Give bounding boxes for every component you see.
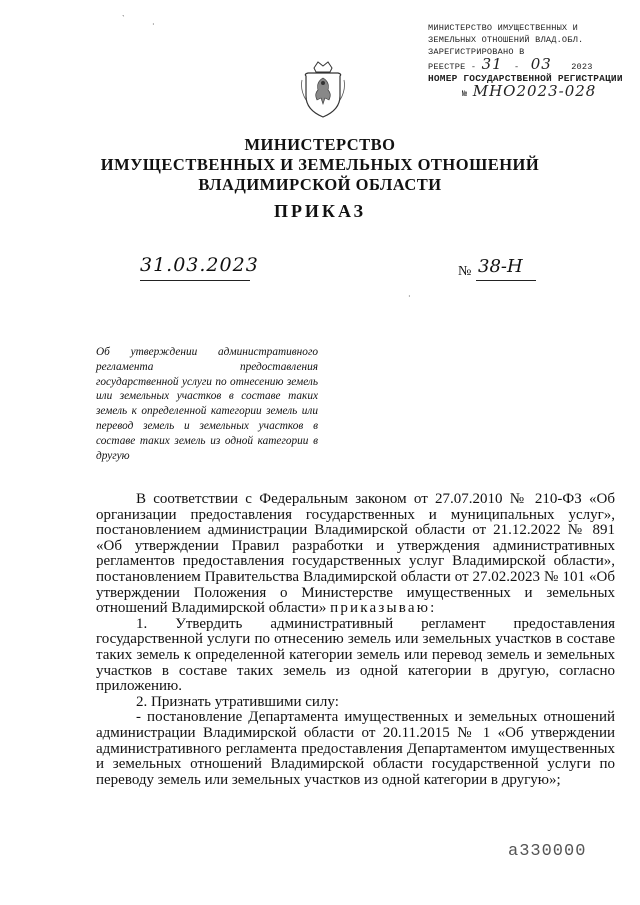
stamp-number-prefix: № [462,89,468,99]
body-paragraph-1-text: В соответствии с Федеральным законом от 27.07.2010 № 210-ФЗ «Об организации предоставления государственных и муниципальных услуг», постановлением администрации Владимирской области от 21.12.2022 № 891 «Об утверждении Правил разработки и утверждения административных регламентов предоставления государственных услуг Владимирской области», постановлением Правительства Владимирской области от 27.02.2023 № 101 «Об утверждении Положения о Министерстве имущественных и земельных отношений Владимирской области» [96,491,615,617]
body-paragraph-2: 1. Утвердить административный регламент предоставления государственной услуги по отнесению земель или земельных участков в составе таких земель к определенной категории земель или перевод земель и земельных участков в составе таких земель из одной категории в другую, согласно приложению. [96,615,615,695]
registration-stamp [428,22,628,100]
order-number-label: № [458,264,472,279]
ministry-line-2: ИМУЩЕСТВЕННЫХ И ЗЕМЕЛЬНЫХ ОТНОШЕНИЙ [100,155,540,174]
order-subject: Об утверждении административного регламента предоставления государственной услуги по отнесению земель или земельных участков в составе таких земель к определенной категории земель или перевод земель и земельных участков в составе таких земель из одной категории в другую [96,346,318,462]
stamp-line-1: МИНИСТЕРСТВО ИМУЩЕСТВЕННЫХ И [428,23,578,33]
ministry-line-3: ВЛАДИМИРСКОЙ ОБЛАСТИ [198,175,442,194]
order-directive: приказываю: [330,600,437,617]
body-paragraph-4: - постановление Департамента имущественных и земельных отношений администрации Владимирской области от 20.11.2015 № 1 «Об утверждении административного регламента предоставления Департаментом имущественных и земельных отношений Владимирской области государственной услуги по переводу земель или земельных участков из одной категории в другую»; [96,709,615,788]
stamp-line-5: НОМЕР ГОСУДАРСТВЕННОЙ РЕГИСТРАЦИИ [428,73,623,84]
stamp-registration-number: MHO2023-028 [472,82,597,100]
order-date: 31.03.2023 [140,254,259,276]
stamp-registry-year: 2023 [571,62,593,72]
stamp-registry-prefix: РЕЕСТРЕ - [428,62,477,72]
order-title: ПРИКАЗ [273,201,367,221]
stamp-registry-month: 03 [530,55,552,73]
order-body [96,492,615,788]
document-serial-mark: a330000 [508,842,587,861]
document-page: МИНИСТЕРСТВО ИМУЩЕСТВЕННЫХ И ЗЕМЕЛЬНЫХ ОТНОШЕНИЙ ВЛАД.ОБЛ. ЗАРЕГИСТРИРОВАНО В РЕЕСТРЕ - 31 - 03 2023 НОМЕР ГОСУДАРСТВЕННОЙ РЕГИСТРАЦИИ № MHO2023-028 МИНИСТЕРСТВО ИМУЩЕСТВЕННЫХ И ЗЕМЕЛЬНЫХ ОТНОШЕНИЙ ВЛАДИМИРСКОЙ ОБЛАСТИ ПРИКАЗ 31.03.2023 № 38-Н ` · · Об утверждении административного регламента предоставления государственной услуги по отнесению земель или земельных участков в составе таких земель к определенной категории земель или перевод земель и земельных участков в составе таких земель из одной категории в другую В соответствии с Федеральным законом от 27.07.2010 № 210-ФЗ «Об организации предоставления государственных и муниципальных услуг», постановлением администрации Владимирской области от 21.12.2022 № 891 «Об утверждении Правил разработки и утверждения административных регламентов предоставления государственных услуг Владимирской области», постановлением Правительства Владимирской области от 27.02.2023 № 101 «Об утверждении Положения о Министерстве имущественных и земельных отношений Владимирской области» приказываю: 1. Утвердить административный регламент предоставления государственной услуги по отнесению земель или земельных участков в составе таких земель к определенной категории земель или перевод земель и земельных участков в составе таких земель из одной категории в другую, согласно приложению. 2. Признать утратившими силу: - постановление Департамента имущественных и земельных отношений администрации Владимирской области от 20.11.2015 № 1 «Об утверждении административного регламента предоставления Департаментом имущественных и земельных отношений Владимирской области государственной услуги по переводу земель или земельных участков из одной категории в другую»; a330000 [0,0,640,905]
stamp-registry-day: 31 [481,55,503,73]
ministry-header [100,135,540,195]
order-number: 38-Н [478,256,523,277]
stamp-line-6 [428,82,628,100]
body-paragraph-1 [96,492,615,617]
stamp-line-2: ЗЕМЕЛЬНЫХ ОТНОШЕНИЙ ВЛАД.ОБЛ. [428,35,584,45]
body-paragraph-3: 2. Признать утратившими силу: [136,693,339,710]
coat-of-arms-icon [300,60,346,120]
ministry-line-1: МИНИСТЕРСТВО [244,135,396,154]
stamp-line-3: ЗАРЕГИСТРИРОВАНО В [428,47,525,57]
stamp-line-4: РЕЕСТРЕ - 31 - 03 2023 [428,55,593,73]
